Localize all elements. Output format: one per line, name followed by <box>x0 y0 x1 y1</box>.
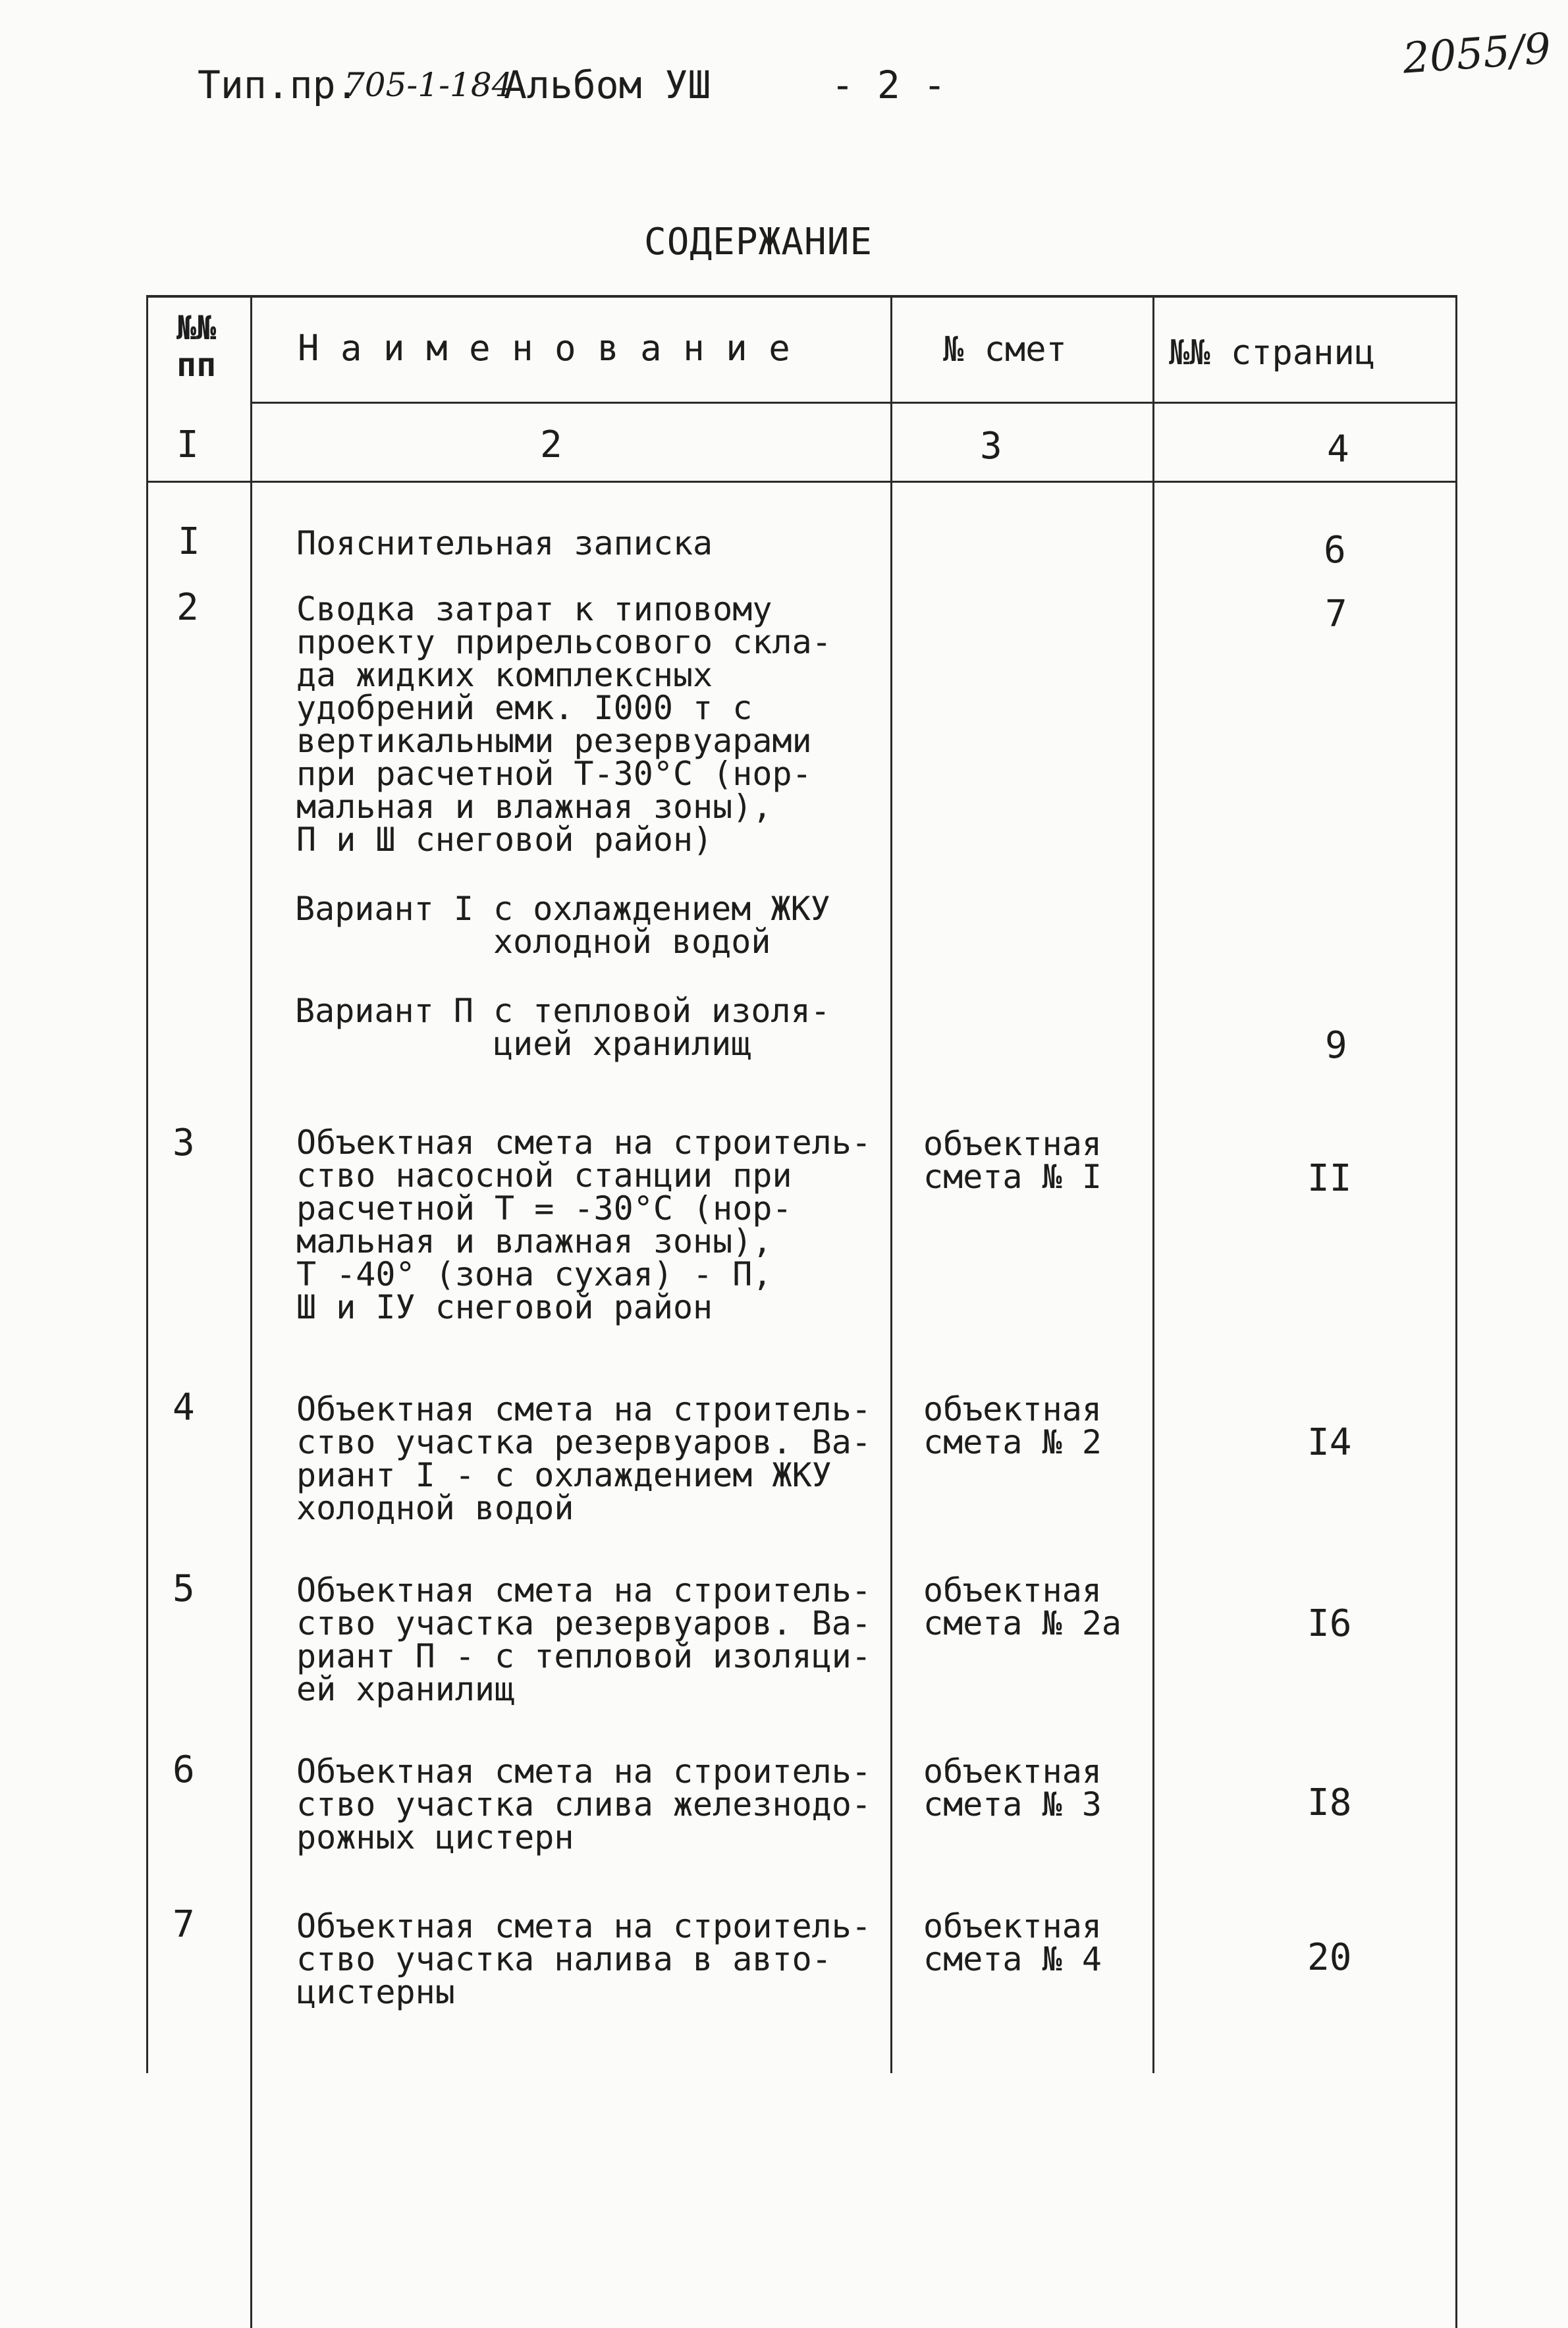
header-pages: №№ страниц <box>1169 333 1376 373</box>
header-name: Н а и м е н о в а н и е <box>298 327 790 369</box>
row-page: 9 <box>1325 1024 1347 1067</box>
page-number: - 2 - <box>831 63 946 107</box>
row-smeta: объектная смета № 2 <box>923 1390 1102 1461</box>
row-page: I4 <box>1307 1421 1352 1464</box>
row-number: 7 <box>173 1903 195 1946</box>
row-smeta: объектная смета № I <box>923 1125 1102 1196</box>
row-page: I6 <box>1307 1602 1352 1645</box>
row-name: Вариант П с тепловой изоля- цией хранилищ <box>295 992 830 1063</box>
col-divider-1 <box>250 295 252 2328</box>
row-number: 4 <box>173 1386 195 1429</box>
col-divider-2 <box>890 295 892 2073</box>
colnum-1: I <box>176 423 199 466</box>
row-name: Сводка затрат к типовому проекту прирельсового скла- да жидких комплексных удобрений емк. I000 т с вертикальными резервуарами при расчетной Т-30°С (нор- мальная и влажная зоны), П и Ш снеговой район) <box>296 590 832 859</box>
colnum-2: 2 <box>540 423 562 466</box>
handwritten-project-number: 705-1-184 <box>344 66 513 104</box>
row-page: 20 <box>1307 1936 1352 1979</box>
row-number: 6 <box>173 1748 195 1791</box>
page-title: СОДЕРЖАНИЕ <box>644 221 873 263</box>
archive-number: 2055/9 <box>1401 24 1553 84</box>
row-name: Вариант I с охлаждением ЖКУ холодной водой <box>295 890 830 961</box>
row-number: 3 <box>173 1122 195 1164</box>
row-page: II <box>1307 1157 1352 1200</box>
colnum-3: 3 <box>980 425 1002 468</box>
album-label: Альбом УШ <box>504 63 711 107</box>
row-name: Объектная смета на строитель- ство участка налива в авто- цистерны <box>296 1907 871 2011</box>
row-smeta: объектная смета № 4 <box>923 1907 1102 1978</box>
row-number: I <box>178 520 200 563</box>
row-name: Пояснительная записка <box>296 524 713 562</box>
header-bottom-border <box>250 402 1457 404</box>
header-row-number: №№ пп <box>176 309 217 384</box>
header-prefix: Тип.пр. <box>198 63 359 107</box>
row-smeta: объектная смета № 3 <box>923 1752 1102 1824</box>
row-page: I8 <box>1307 1781 1352 1824</box>
row-name: Объектная смета на строитель- ство участка резервуаров. Ва- риант П - с тепловой изоляци- ей хранилищ <box>296 1571 871 1708</box>
row-name: Объектная смета на строитель- ство насосной станции при расчетной Т = -30°С (нор- мальная и влажная зоны), Т -40° (зона сухая) - П, Ш и IУ снеговой район <box>296 1123 871 1326</box>
row-number: 5 <box>173 1567 195 1610</box>
row-smeta: объектная смета № 2а <box>923 1571 1122 1642</box>
row-name: Объектная смета на строитель- ство участка резервуаров. Ва- риант I - с охлаждением ЖКУ холодной водой <box>296 1390 871 1527</box>
table-left-border <box>146 295 148 2073</box>
header-smeta: № смет <box>943 330 1067 369</box>
row-number: 2 <box>176 586 199 629</box>
colnum-4: 4 <box>1327 428 1349 471</box>
table-right-border <box>1455 295 1457 2328</box>
row-page: 6 <box>1324 529 1346 572</box>
colnum-bottom-border <box>146 481 1457 483</box>
row-name: Объектная смета на строитель- ство участка слива железнодо- рожных цистерн <box>296 1752 871 1856</box>
table-top-border <box>146 295 1457 298</box>
col-divider-3 <box>1152 295 1154 2073</box>
row-page: 7 <box>1325 593 1347 636</box>
